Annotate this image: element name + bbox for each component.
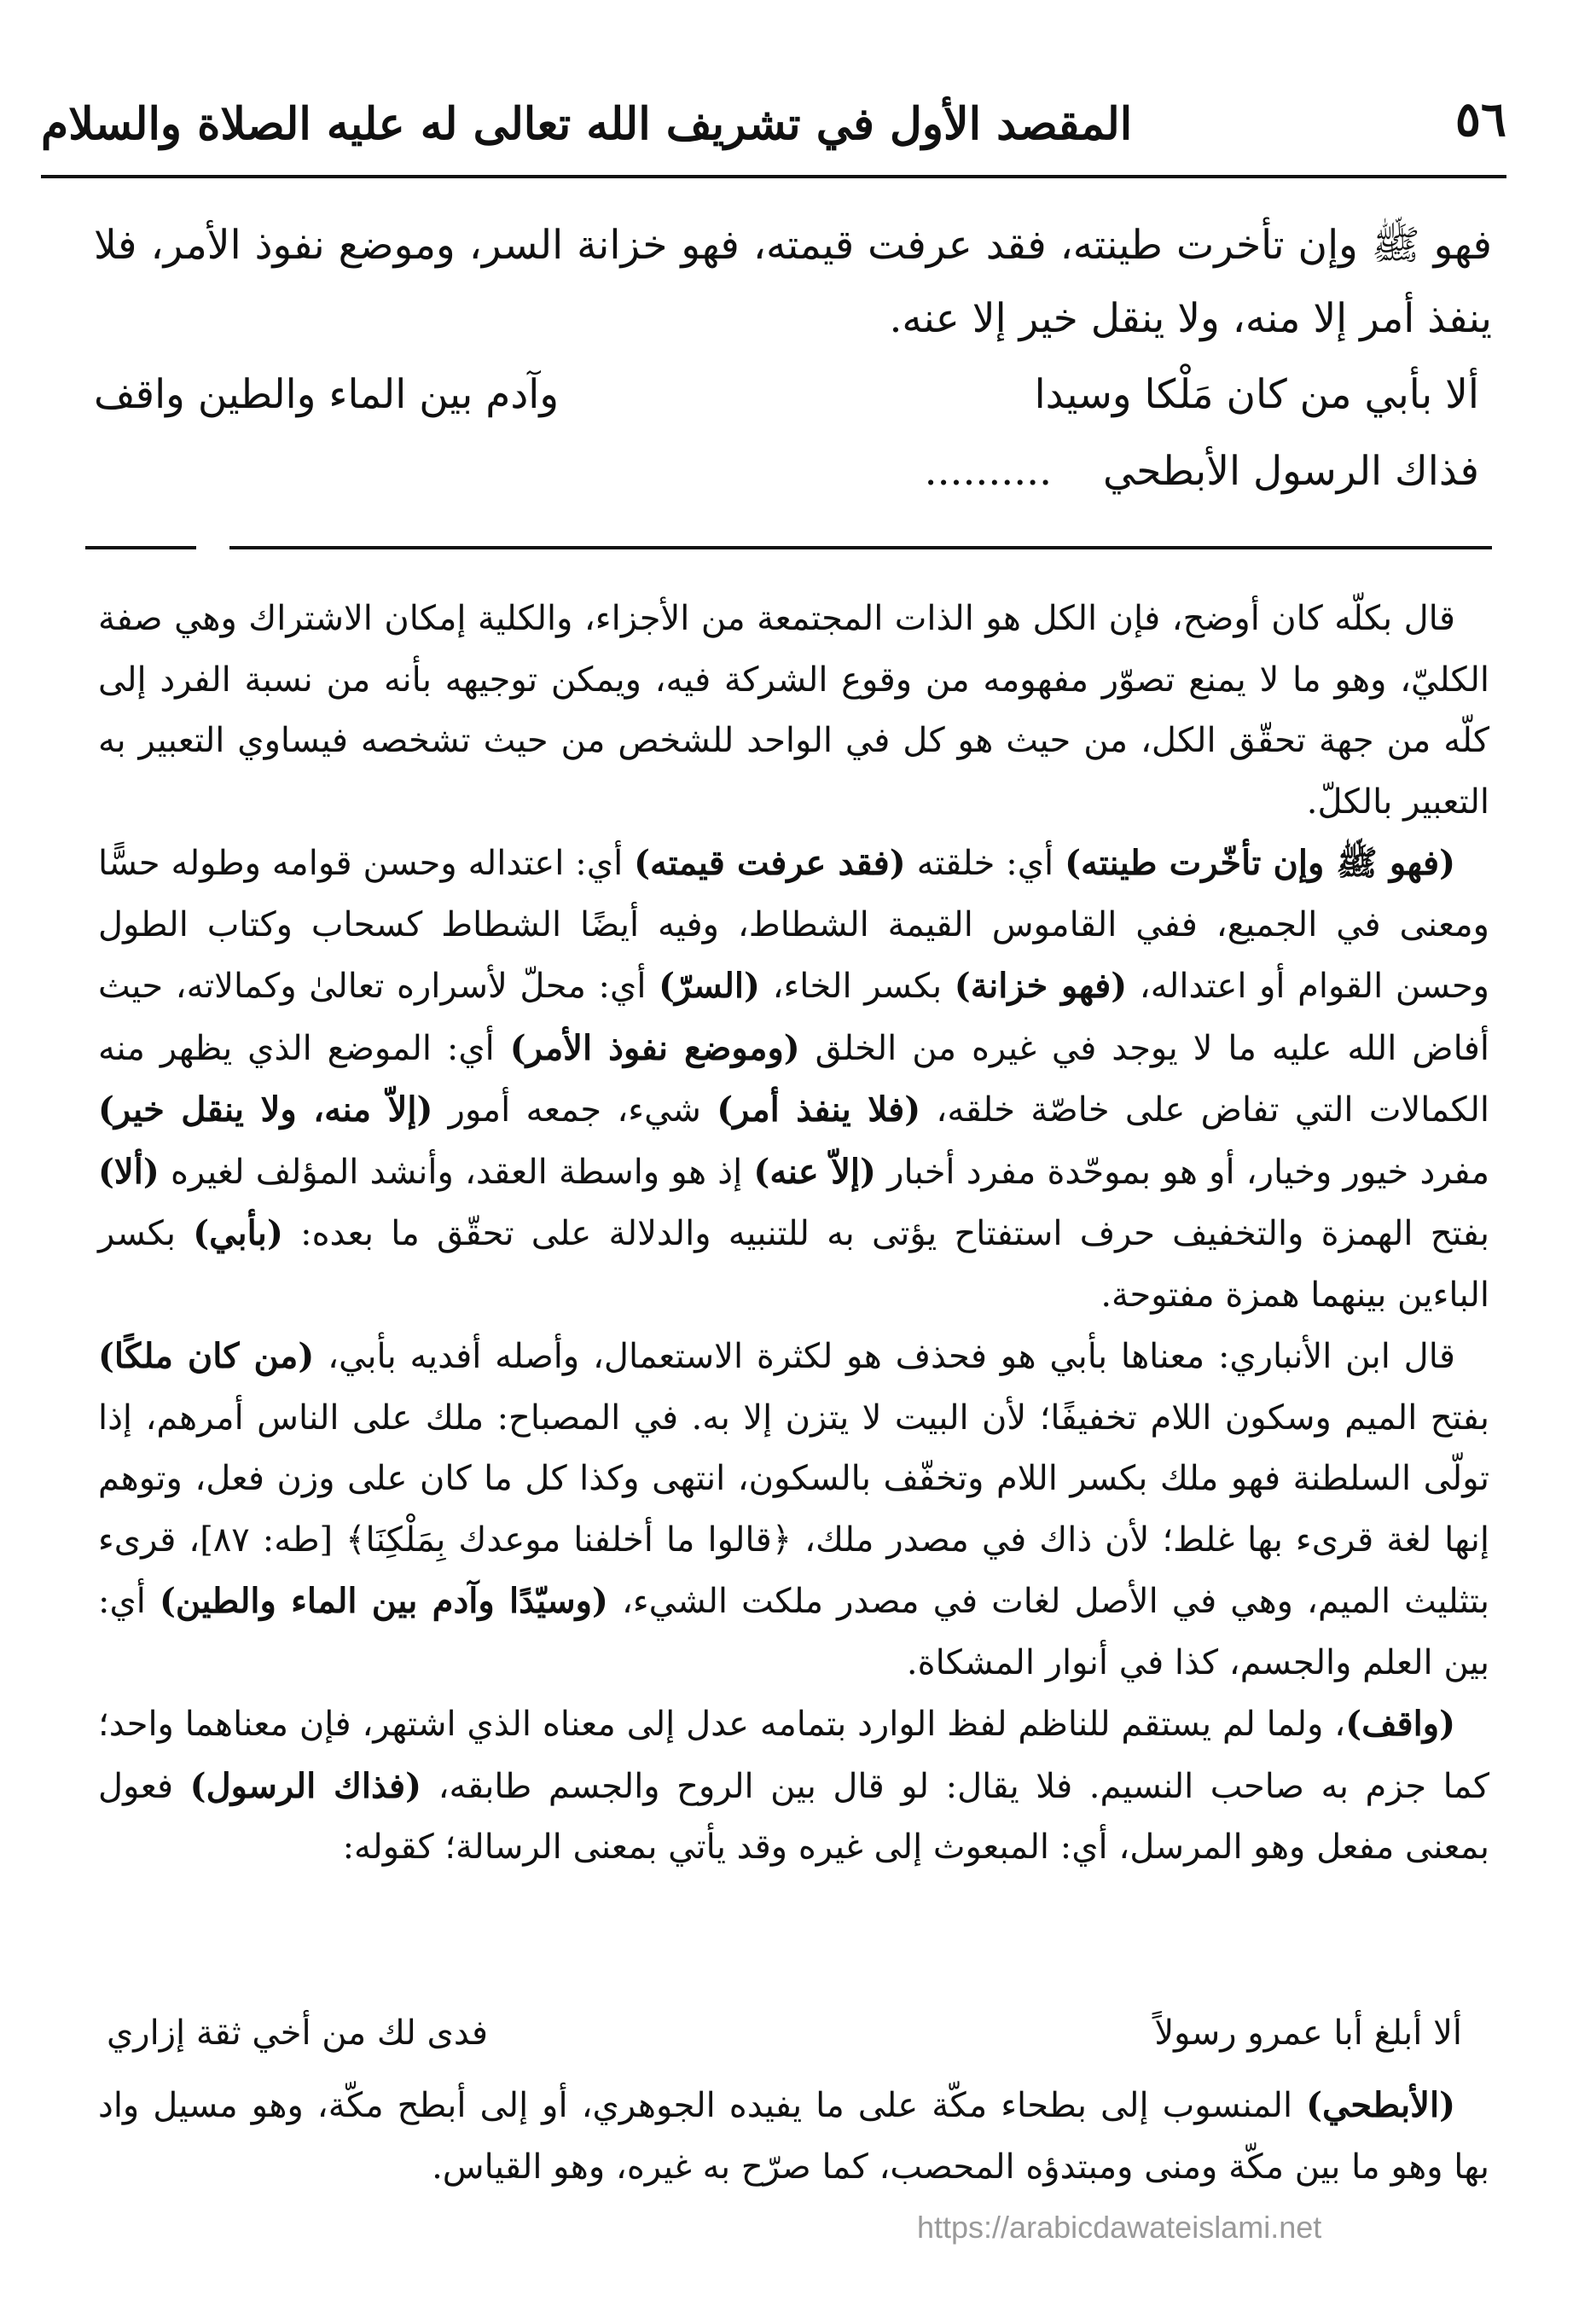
separator-long-rule (229, 546, 1492, 549)
gloss: أي: بين العلم والجسم، كذا في أنوار المشكاة. (98, 1582, 1489, 1682)
gloss: المنسوب إلى بطحاء مكّة على ما يفيده الجوهري، أو إلى أبطح مكّة، وهو مسيل واد بها وهو ما بين مكّة ومنى ومبتدؤه المحصب، كما صرّح به غيره، وهو القياس. (98, 2086, 1489, 2187)
commentary-verse (107, 2013, 1462, 2073)
verse-hemistich-1: ألا بأبي من كان مَلْكا وسيدا (1034, 371, 1479, 418)
gloss: ، ولما لم يستقم للناظم لفظ الوارد بتمامه عدل إلى معناه الذي اشتهر، فإن معناهما واحد؛ كما جزم به صاحب النسيم. فلا يقال: لو قال بين الروح والجسم طابقه، (98, 1705, 1489, 1806)
lemma: (فذاك الرسول) (189, 1765, 422, 1806)
lemma: (فهو ﷺ وإن تأخّرت طينته) (1065, 843, 1456, 883)
lemma: (السرّ) (659, 966, 760, 1006)
commentary-text (98, 589, 1489, 1879)
lemma: (وموضع نفوذ الأمر) (509, 1027, 800, 1068)
verse-hemistich-2: وآدم بين الماء والطين واقف (94, 371, 560, 418)
gloss: بفتح الهمزة والتخفيف حرف استفتاح يؤتى به للتنبيه والدلالة على تحقّق ما بعده: (282, 1214, 1489, 1253)
lemma: (إلاّ عنه) (753, 1151, 876, 1192)
verse-hemistich-1: ألا أبلغ أبا عمرو رسولاً (1154, 2013, 1462, 2053)
verse-line-2 (94, 448, 1479, 525)
verse-hemistich-2: فدى لك من أخي ثقة إزاري (107, 2013, 488, 2053)
commentary-verse-line (107, 2013, 1462, 2073)
lemma: (فقد عرفت قيمته) (634, 843, 906, 883)
main-text (94, 209, 1492, 356)
commentary-text-end (98, 2075, 1489, 2198)
gloss: بكسر الباءين بينهما همزة مفتوحة. (98, 1214, 1489, 1315)
gloss: إذ هو واسطة العقد، وأنشد المؤلف لغيره (159, 1152, 754, 1192)
page-header (41, 81, 1506, 178)
gloss: مفرد خيور وخيار، أو هو بموحّدة مفرد أخبار (875, 1152, 1490, 1192)
gloss: أي: خلقته (905, 844, 1065, 883)
page-number: ٥٦ (1454, 91, 1506, 148)
verse-line-1 (94, 371, 1479, 448)
lemma: (فهو خزانة) (954, 966, 1128, 1006)
lemma: (ألا) (98, 1151, 160, 1192)
separator-short-rule (85, 546, 196, 549)
lemma: (فلا ينفذ أمر) (717, 1089, 921, 1130)
verse-line-2-text (925, 448, 1479, 495)
gloss: قال ابن الأنباري: معناها بأبي هو فحذف هو لكثرة الاستعمال، وأصله أفديه بأبي، (314, 1337, 1456, 1376)
lemma: (إلاّ منه، ولا ينقل خير) (98, 1089, 433, 1130)
main-prose: فهو ﷺ وإن تأخرت طينته، فقد عرفت قيمته، فهو خزانة السر، وموضع نفوذ الأمر، فلا ينفذ أمر إلا منه، ولا ينقل خير إلا عنه. (94, 222, 1492, 342)
section-separator (85, 546, 1492, 549)
verse-line-2-words: فذاك الرسول الأبطحي (1103, 448, 1479, 495)
main-verse (94, 371, 1479, 525)
lemma: (من كان ملكًا) (98, 1336, 315, 1376)
lemma: (وسيّدًا وآدم بين الماء والطين) (159, 1581, 608, 1621)
gloss: فعول بمعنى مفعل وهو المرسل، أي: المبعوث إلى غيره وقد يأتي بمعنى الرسالة؛ كقوله: (98, 1766, 1489, 1867)
gloss: بكسر الخاء، (759, 967, 955, 1006)
lemma: (الأبطحي) (1306, 2085, 1455, 2125)
gloss: بفتح الميم وسكون اللام تخفيفًا؛ لأن البيت لا يتزن إلا به. في المصباح: ملك على الناس أمرهم، إذا تولّى السلطنة فهو ملك بكسر اللام وتخفّف بالسكون، انتهى وكذا كل ما كان على وزن فعل، وتوهم إنها لغة قرىء بها غلط؛ لأن ذاك في مصدر ملك، ﴿قالوا ما أخلفنا موعدك بِمَلْكِنَا﴾ [طه: ٨٧]، قرىء بتثليث الميم، وهي في الأصل لغات في مصدر ملكت الشيء، (98, 1397, 1489, 1621)
commentary-paragraph-5 (98, 2075, 1489, 2198)
gloss: أي: محلّ لأسراره تعالىٰ وكمالاته، حيث أفاض الله عليه ما لا يوجد في غيره من الخلق (98, 967, 1489, 1068)
running-title: المقصد الأول في تشريف الله تعالى له عليه الصلاة والسلام (41, 98, 1133, 150)
lemma: (بأبي) (193, 1213, 283, 1253)
lemma: (واقف) (1345, 1704, 1455, 1744)
commentary-paragraph-2 (98, 833, 1489, 1326)
commentary-paragraph-1: قال بكلّه كان أوضح، فإن الكل هو الذات المجتمعة من الأجزاء، والكلية إمكان الاشتراك وهي صفة الكليّ، وهو ما لا يمنع تصوّر مفهومه من وقوع الشركة فيه، ويمكن توجيهه بأنه من نسبة الفرد إلى كلّه من جهة تحقّق الكل، من حيث هو كل في الواحد للشخص من حيث تشخصه فيساوي التعبير به التعبير بالكلّ. (98, 599, 1489, 822)
commentary-paragraph-4 (98, 1694, 1489, 1879)
commentary-paragraph-3 (98, 1326, 1489, 1694)
gloss: شيء، جمعه أمور (432, 1090, 717, 1130)
verse-ellipsis: .......... (924, 448, 1053, 495)
watermark-url: https://arabicdawateislami.net (917, 2210, 1322, 2245)
gloss: أي: اعتداله وحسن قوامه وطوله حسًّا ومعنى في الجميع، ففي القاموس القيمة الشطاط، وفيه أيضًا الشطاط كسحاب وكتاب الطول وحسن القوام أو اعتداله، (98, 844, 1490, 1006)
gloss: أي: الموضع الذي يظهر منه الكمالات التي تفاض على خاصّة خلقه، (98, 1028, 1490, 1130)
